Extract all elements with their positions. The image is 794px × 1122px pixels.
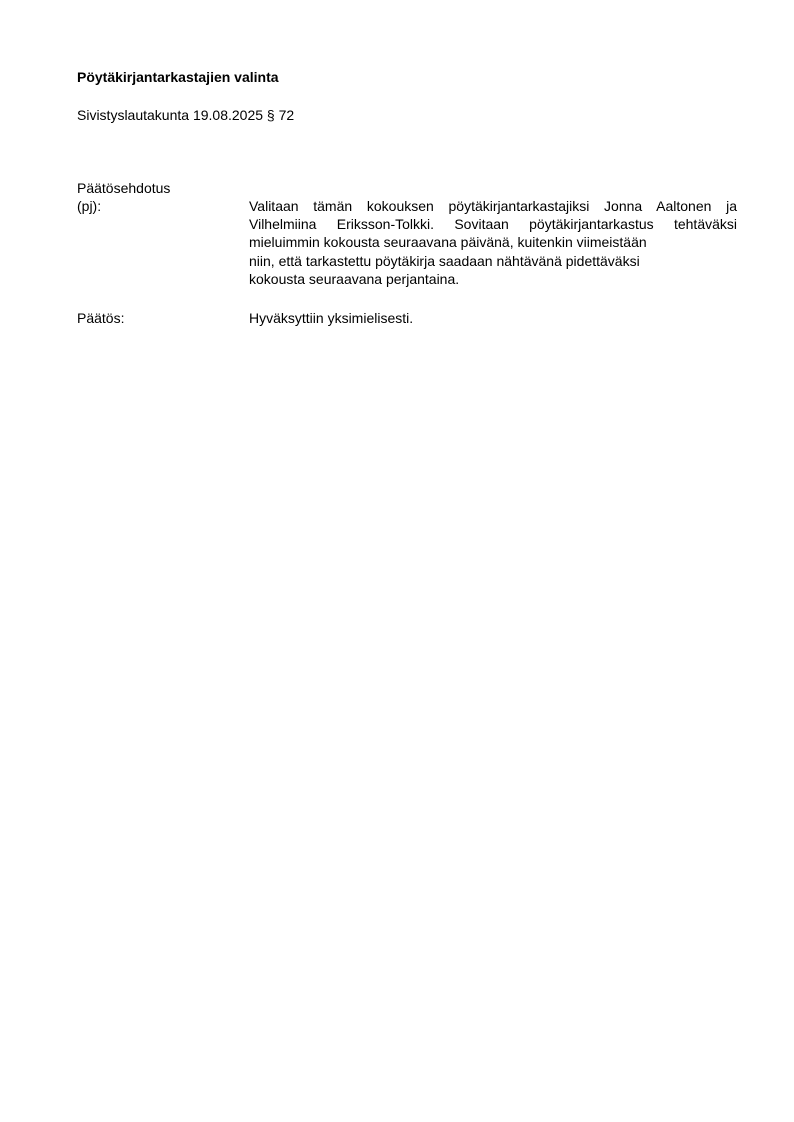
proposal-label-line-2: (pj):: [77, 198, 102, 214]
proposal-label-line-1: Päätösehdotus: [77, 180, 171, 196]
proposal-text-line: niin, että tarkastettu pöytäkirja saadaan nähtävänä pidettäväksi: [249, 252, 640, 269]
proposal-text-line: Valitaan tämän kokouksen pöytäkirjantarkastajiksi Jonna Aaltonen ja: [249, 198, 737, 214]
proposal-text-line: Vilhelmiina Eriksson-Tolkki. Sovitaan pöytäkirjantarkastus tehtäväksi: [249, 216, 737, 233]
proposal-text: [249, 197, 737, 288]
proposal-text-line: kokousta seuraavana perjantaina.: [249, 270, 460, 287]
proposal-label: [77, 179, 170, 215]
meeting-reference: Sivistyslautakunta 19.08.2025 § 72: [77, 107, 295, 123]
section-title: Pöytäkirjantarkastajien valinta: [77, 69, 279, 85]
proposal-text-line: mieluimmin kokousta seuraavana päivänä, kuitenkin viimeistään: [249, 234, 647, 251]
decision-text: [249, 309, 737, 327]
decision-text-line: Hyväksyttiin yksimielisesti.: [249, 310, 414, 326]
decision-label: Päätös:: [77, 310, 125, 326]
